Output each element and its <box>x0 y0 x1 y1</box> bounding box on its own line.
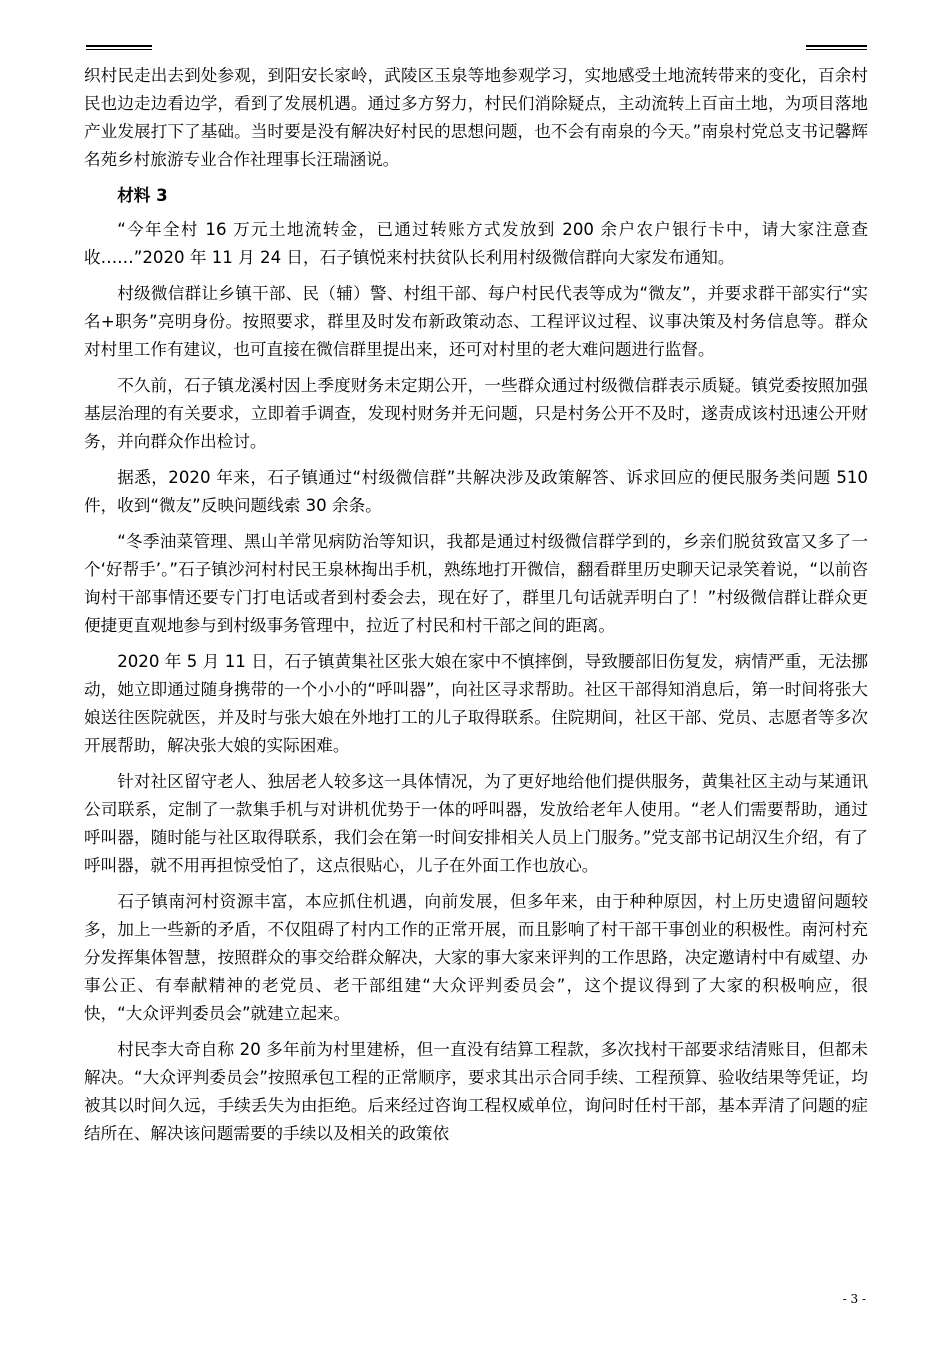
material-heading: 材料 3 <box>117 186 168 205</box>
paragraph-6: 2020 年 5 月 11 日，石子镇黄集社区张大娘在家中不慎摔倒，导致腰部旧伤复发，病情严重，无法挪动，她立即通过随身携带的一个小小的“呼叫器”，向社区寻求帮助。社区干部得知消息后，第一时间将张大娘送往医院就医，并及时与张大娘在外地打工的儿子取得联系。住院期间，社区干部、党员、志愿者等多次开展帮助，解决张大娘的实际困难。 <box>84 652 868 755</box>
paragraph-4: 据悉，2020 年来，石子镇通过“村级微信群”共解决涉及政策解答、诉求回应的便民服务类问题 510 件，收到“微友”反映问题线索 30 余条。 <box>84 468 868 515</box>
paragraph-2: 村级微信群让乡镇干部、民（辅）警、村组干部、每户村民代表等成为“微友”，并要求群干部实行“实名+职务”亮明身份。按照要求，群里及时发布新政策动态、工程评议过程、议事决策及村务信息等。群众对村里工作有建议，也可直接在微信群里提出来，还可对村里的老大难问题进行监督。 <box>84 284 868 359</box>
paragraph-1: “今年全村 16 万元土地流转金，已通过转账方式发放到 200 余户农户银行卡中，请大家注意查收……”2020 年 11 月 24 日，石子镇悦来村扶贫队长利用村级微信群向大家发布通知。 <box>84 220 868 267</box>
header-rule-left <box>86 45 152 47</box>
paragraph-9: 村民李大奇自称 20 多年前为村里建桥，但一直没有结算工程款，多次找村干部要求结清账目，但都未解决。“大众评判委员会”按照承包工程的正常顺序，要求其出示合同手续、工程预算、验收结果等凭证，均被其以时间久远，手续丢失为由拒绝。后来经过咨询工程权威单位，询问时任村干部，基本弄清了问题的症结所在、解决该问题需要的手续以及相关的政策依 <box>84 1040 868 1143</box>
page-number: - 3 - <box>842 1292 866 1306</box>
document-body <box>84 62 868 1156</box>
paragraph-continued: 织村民走出去到处参观，到阳安长家岭，武陵区玉泉等地参观学习，实地感受土地流转带来的变化，百余村民也边走边看边学，看到了发展机遇。通过多方努力，村民们消除疑点，主动流转上百亩土地，为项目落地产业发展打下了基础。当时要是没有解决好村民的思想问题，也不会有南泉的今天。”南泉村党总支书记馨辉名苑乡村旅游专业合作社理事长汪瑞涵说。 <box>84 66 868 169</box>
paragraph-5: “冬季油菜管理、黑山羊常见病防治等知识，我都是通过村级微信群学到的，乡亲们脱贫致富又多了一个‘好帮手’。”石子镇沙河村村民王泉林掏出手机，熟练地打开微信，翻看群里历史聊天记录笑着说，“以前咨询村干部事情还要专门打电话或者到村委会去，现在好了，群里几句话就弄明白了！”村级微信群让群众更便捷更直观地参与到村级事务管理中，拉近了村民和村干部之间的距离。 <box>84 532 868 635</box>
header-rule-right <box>806 45 867 47</box>
paragraph-7: 针对社区留守老人、独居老人较多这一具体情况，为了更好地给他们提供服务，黄集社区主动与某通讯公司联系，定制了一款集手机与对讲机优势于一体的呼叫器，发放给老年人使用。“老人们需要帮助，通过呼叫器，随时能与社区取得联系，我们会在第一时间安排相关人员上门服务。”党支部书记胡汉生介绍，有了呼叫器，就不用再担惊受怕了，这点很贴心，儿子在外面工作也放心。 <box>84 772 868 875</box>
paragraph-8: 石子镇南河村资源丰富，本应抓住机遇，向前发展，但多年来，由于种种原因，村上历史遗留问题较多，加上一些新的矛盾，不仅阻碍了村内工作的正常开展，而且影响了村干部干事创业的积极性。南河村充分发挥集体智慧，按照群众的事交给群众解决，大家的事大家来评判的工作思路，决定邀请村中有威望、办事公正、有奉献精神的老党员、老干部组建“大众评判委员会”，这个提议得到了大家的积极响应，很快，“大众评判委员会”就建立起来。 <box>84 892 868 1023</box>
paragraph-3: 不久前，石子镇龙溪村因上季度财务未定期公开，一些群众通过村级微信群表示质疑。镇党委按照加强基层治理的有关要求，立即着手调查，发现村财务并无问题，只是村务公开不及时，遂责成该村迅速公开财务，并向群众作出检讨。 <box>84 376 868 451</box>
